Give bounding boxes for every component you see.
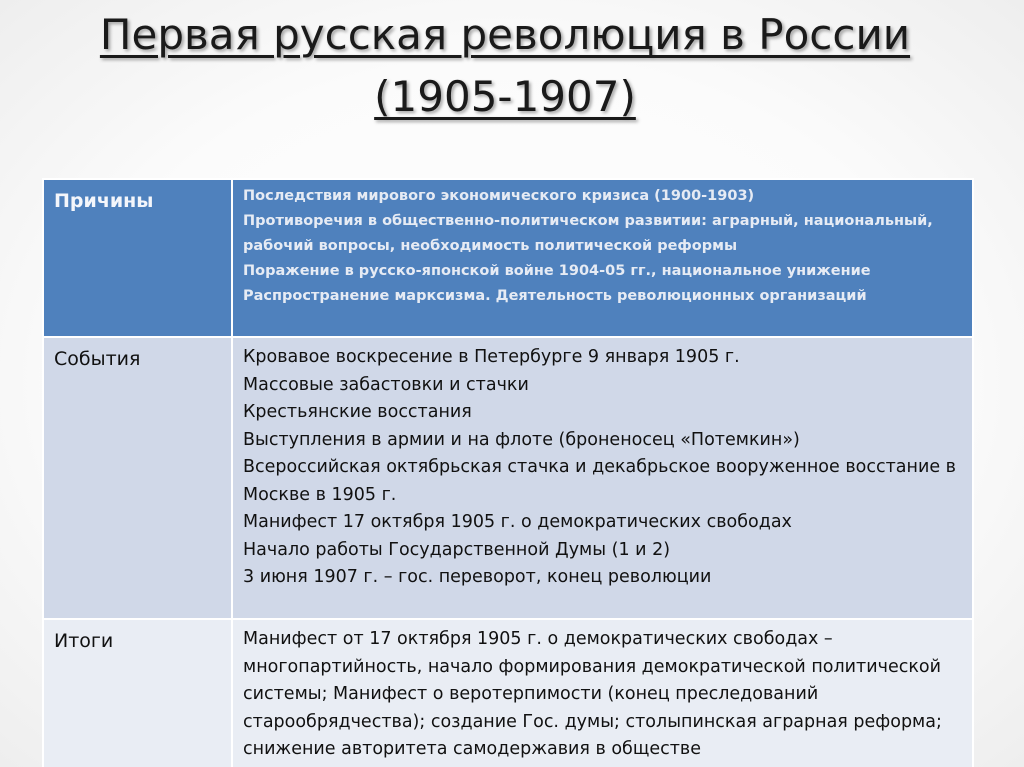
- list-item: 3 июня 1907 г. – гос. переворот, конец революции: [243, 567, 712, 587]
- table-row-results: [43, 619, 973, 767]
- list-item: Начало работы Государственной Думы (1 и 2): [243, 539, 671, 560]
- list-item: Противоречия в общественно-политическом развитии: аграрный, национальный, рабочий вопросы, необходимость политической реформы: [243, 213, 933, 254]
- table-row-events: [43, 337, 973, 619]
- row-label-results: Итоги: [43, 619, 232, 767]
- list-item: Последствия мирового экономического кризиса (1900-1903): [243, 188, 755, 204]
- slide-title: [0, 4, 1010, 128]
- list-item: Кровавое воскресение в Петербурге 9 января 1905 г.: [243, 347, 740, 367]
- slide-title-line-1: Первая русская революция в России: [99, 10, 911, 59]
- table-row-causes: [43, 179, 973, 337]
- row-label-events: События: [43, 337, 232, 619]
- revolution-table: [42, 178, 974, 767]
- list-item: Крестьянские восстания: [243, 402, 472, 422]
- row-content-events: [232, 337, 973, 619]
- row-content-causes: [232, 179, 973, 337]
- list-item: Всероссийская октябрьская стачка и декабрьское вооруженное восстание в Москве в 1905 г.: [243, 457, 956, 505]
- list-item: Распространение марксизма. Деятельность революционных организаций: [243, 288, 867, 304]
- row-content-results: [232, 619, 973, 767]
- slide-title-line-2: (1905-1907): [374, 72, 636, 121]
- list-item: Поражение в русско-японской войне 1904-05 гг., национальное унижение: [243, 263, 871, 279]
- list-item: Выступления в армии и на флоте (броненосец «Потемкин»): [243, 429, 800, 450]
- list-item: Манифест 17 октября 1905 г. о демократических свободах: [243, 512, 792, 532]
- list-item: Массовые забастовки и стачки: [243, 374, 529, 395]
- list-item: Манифест от 17 октября 1905 г. о демократических свободах – многопартийность, начало формирования демократической политической системы; Манифест о веротерпимости (конец преследований старообрядчества); создание Гос. думы; столыпинская аграрная реформа; снижение авторитета самодержавия в обществе: [243, 629, 942, 759]
- row-label-causes: Причины: [43, 179, 232, 337]
